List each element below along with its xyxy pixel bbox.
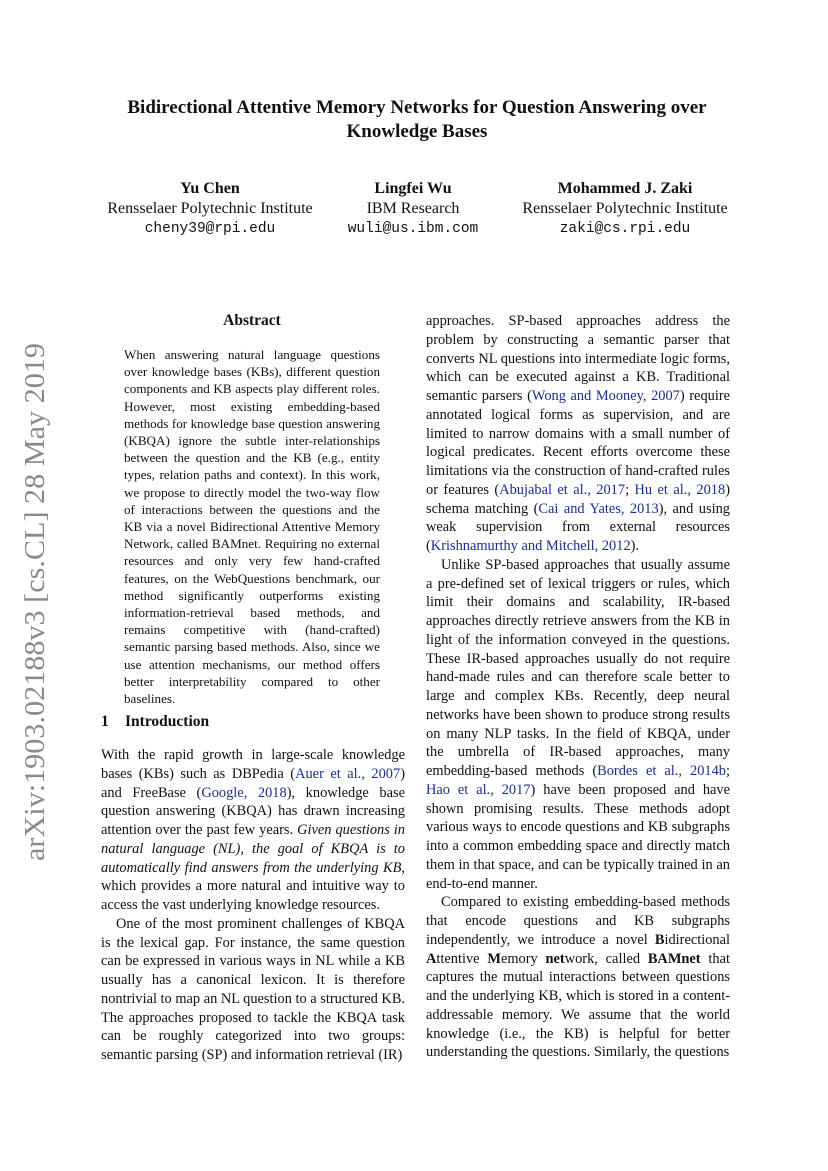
intro-paragraph-4: Unlike SP-based approaches that usually assume a pre-defined set of lexical triggers or rules, which limit their domains and scalability, IR-based approaches directly retrieve answers from the KB in light of the information conveyed in the questions. These IR-based approaches usually do not require hand-made rules and can therefore scale better to large and complex KBs. Recently, deep neural networks have been shown to produce strong results on many NLP tasks. In the field of KBQA, under the umbrella of IR-based approaches, many embedding-based methods (Bordes et al., 2014b; Hao et al., 2017) have been proposed and have shown promising results. These methods adopt various ways to encode questions and KB subgraphs into a common embedding space and directly match them in that space, and can be typically trained in an end-to-end manner. [426,556,731,892]
citation-link[interactable]: Google, 2018 [201,784,287,801]
paper-title: Bidirectional Attentive Memory Networks for Question Answering over Knowledge Bases [127,97,707,142]
arxiv-identifier-text: arXiv:1903.02188v3 [cs.CL] 28 May 2019 [20,380,51,861]
citation-link[interactable]: Abujabal et al., 2017 [499,481,626,498]
arxiv-identifier-stamp [12,343,56,861]
citation-link[interactable]: Cai and Yates, 2013 [538,500,659,517]
right-column-text [426,312,730,1062]
left-column-text [101,746,405,1065]
author-affiliation: Rensselaer Polytechnic Institute [522,200,728,217]
citation-link[interactable]: Hao et al., 2017 [426,781,531,798]
model-name: BAMnet [647,950,701,967]
intro-paragraph-3: approaches. SP-based approaches address the problem by constructing a semantic parser that converts NL questions into intermediate logic forms, which can be executed against a KB. Traditional semantic parsers (Wong and Mooney, 2007) require annotated logical forms as supervision, and are limited to narrow domains with a small number of logical predicates. Recent efforts overcome these limitations via the construction of hand-crafted rules or features (Abujabal et al., 2017; Hu et al., 2018) schema matching (Cai and Yates, 2013), and using weak supervision from external resources (Krishnamurthy and Mitchell, 2012). [426,313,731,554]
author-email[interactable]: zaki@cs.rpi.edu [559,221,691,237]
section-heading-introduction [101,713,209,731]
author-email[interactable]: wuli@us.ibm.com [347,221,479,237]
citation-link[interactable]: Auer et al., 2007 [295,765,401,782]
citation-link[interactable]: Krishnamurthy and Mitchell, 2012 [430,538,631,554]
author-name: Lingfei Wu [374,180,452,197]
author-name: Yu Chen [180,180,240,197]
abstract-body: When answering natural language questions over knowledge bases (KBs), different question components and KB aspects play different roles. However, most existing embedding-based methods for knowledge base question answering (KBQA) ignore the subtle inter-relationships between the question and the KB (e.g., entity types, relation paths and context). In this work, we propose to directly model the two-way flow of interactions between the questions and the KB via a novel Bidirectional Attentive Memory Network, called BAMnet. Requiring no external resources and only very few hand-crafted features, on the WebQuestions benchmark, our method significantly outperforms existing information-retrieval based methods, and remains competitive with (hand-crafted) semantic parsing based methods. Also, since we use attention mechanisms, our method offers better interpretability compared to other baselines. [124,347,380,707]
intro-paragraph-1: With the rapid growth in large-scale knowledge bases (KBs) such as DBPedia (Auer et al., 2007) and FreeBase (Google, 2018), knowledge base question answering (KBQA) has drawn increasing attention over the past few years. Given questions in natural language (NL), the goal of KBQA is to automatically find answers from the underlying KB, which provides a more natural and intuitive way to access the vast underlying knowledge resources. [101,747,405,913]
author-name: Mohammed J. Zaki [557,180,693,197]
citation-link[interactable]: Bordes et al., 2014b [597,763,726,779]
section-number: 1 [101,713,109,730]
emphasized-goal-statement: Given questions in natural language (NL), the goal of KBQA is to automatically find answers from the underlying KB [101,822,405,876]
section-title: Introduction [125,713,210,730]
author-email[interactable]: cheny39@rpi.edu [144,221,276,237]
author-block [318,179,508,239]
author-block [90,179,330,239]
abstract-heading: Abstract [223,312,281,329]
intro-paragraph-2: One of the most prominent challenges of KBQA is the lexical gap. For instance, the same question can be expressed in various ways in NL while a KB usually has a canonical lexicon. It is therefore nontrivial to map an NL question to a structured KB. The approaches proposed to tackle the KBQA task can be roughly categorized into two groups: semantic parsing (SP) and information retrieval (IR) [101,915,406,1063]
author-affiliation: IBM Research [366,200,460,217]
citation-link[interactable]: Wong and Mooney, 2007 [531,388,680,404]
intro-paragraph-5: Compared to existing embedding-based methods that encode questions and KB subgraphs independently, we introduce a novel Bidirectional Attentive Memory network, called BAMnet that captures the mutual interactions between questions and the underlying KB, which is stored in a content-addressable memory. We assume that the world knowledge (i.e., the KB) is helpful for better understanding the questions. Similarly, the questions [426,894,730,1061]
citation-link[interactable]: Hu et al., 2018 [634,481,726,498]
author-affiliation: Rensselaer Polytechnic Institute [107,200,313,217]
author-block [500,179,750,239]
